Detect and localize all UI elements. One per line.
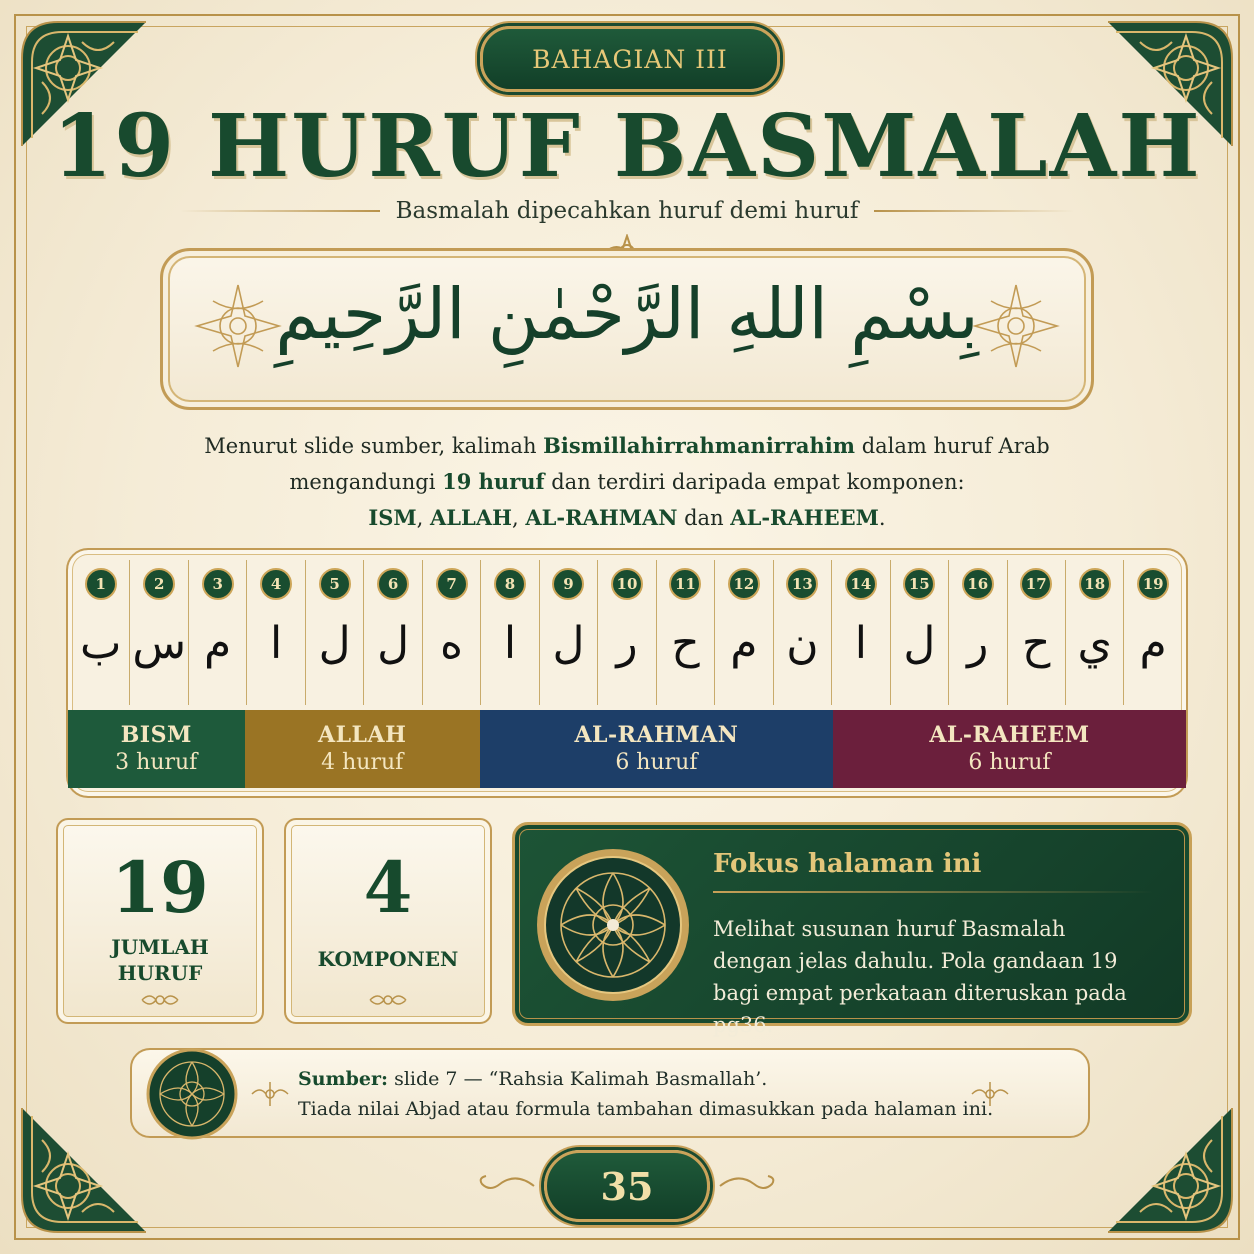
source-line: Tiada nilai Abjad atau formula tambahan dimasukkan pada halaman ini. <box>298 1098 994 1120</box>
desc-text: dan <box>677 506 731 530</box>
arabic-letter: م <box>204 618 232 669</box>
arabic-letter: ا <box>854 618 867 669</box>
stat-components <box>284 818 492 1024</box>
desc-text: dan terdiri daripada empat komponen: <box>544 470 965 494</box>
description <box>150 428 1104 536</box>
page-subtitle: Basmalah dipecahkan huruf demi huruf <box>395 198 859 224</box>
letter-number: 6 <box>377 568 409 600</box>
arabic-letter: ب <box>80 618 122 669</box>
letter-number: 18 <box>1079 568 1111 600</box>
floral-ornament-icon <box>971 281 1061 371</box>
components-row <box>68 710 1186 788</box>
arabic-letter: ا <box>270 618 283 669</box>
rosette-medallion-icon <box>142 1044 242 1144</box>
desc-text: Menurut slide sumber, kalimah <box>204 434 544 458</box>
source-label: Sumber: <box>298 1068 389 1090</box>
arabic-letter: ح <box>1022 618 1051 669</box>
letter-cell <box>891 560 949 705</box>
divider <box>874 210 1074 212</box>
letter-cell <box>364 560 422 705</box>
component-count: 6 huruf <box>615 750 698 775</box>
focus-line: Melihat susunan huruf Basmalah <box>713 917 1066 941</box>
arabic-letter: ن <box>786 618 819 669</box>
letter-number: 15 <box>903 568 935 600</box>
component-name: ALLAH <box>318 722 407 748</box>
letter-number: 3 <box>202 568 234 600</box>
letter-number: 9 <box>552 568 584 600</box>
ornament-icon <box>140 990 180 1010</box>
arabic-letter: ر <box>967 618 989 669</box>
letter-number: 13 <box>786 568 818 600</box>
arabic-letter: ل <box>903 618 936 669</box>
component-count: 3 huruf <box>115 750 198 775</box>
letter-number: 2 <box>143 568 175 600</box>
component-count: 4 huruf <box>321 750 404 775</box>
source-line: slide 7 — “Rahsia Kalimah Basmallah’. <box>388 1068 768 1090</box>
letter-cell <box>832 560 890 705</box>
letter-number: 12 <box>728 568 760 600</box>
component-ism: ISM <box>368 505 417 530</box>
desc-emphasis: 19 huruf <box>442 469 545 494</box>
letter-cell <box>1008 560 1066 705</box>
letter-cell <box>774 560 832 705</box>
letter-cell <box>72 560 130 705</box>
desc-text: , <box>511 506 526 530</box>
component-bar <box>833 710 1186 788</box>
letter-cell <box>481 560 539 705</box>
focus-line: bagi empat perkataan diteruskan pada pg36. <box>713 981 1127 1037</box>
desc-text: dalam huruf Arab <box>855 434 1050 458</box>
page-title: 19 HURUF BASMALAH <box>52 96 1202 197</box>
arabic-letter: ه <box>440 618 464 669</box>
corner-ornament <box>1104 1104 1236 1236</box>
arabic-letter: م <box>730 618 758 669</box>
component-name: AL-RAHMAN <box>574 722 739 748</box>
focus-panel <box>512 822 1192 1037</box>
stat-components-label: KOMPONEN <box>317 947 459 971</box>
arabic-letter: ي <box>1077 618 1112 669</box>
arabic-letter: ل <box>552 618 585 669</box>
letter-cell <box>657 560 715 705</box>
component-bar <box>68 710 245 788</box>
swirl-ornament-icon <box>476 1170 536 1202</box>
letter-cell <box>423 560 481 705</box>
desc-text: . <box>878 506 886 530</box>
arabic-letter: ل <box>377 618 410 669</box>
desc-text: mengandungi <box>289 470 443 494</box>
letter-cell <box>598 560 656 705</box>
letter-number: 7 <box>436 568 468 600</box>
letter-cell <box>715 560 773 705</box>
letter-cell <box>247 560 305 705</box>
desc-text: , <box>416 506 430 530</box>
stat-letters-label: HURUF <box>117 961 203 985</box>
stat-letters <box>56 818 264 1024</box>
letter-number: 16 <box>962 568 994 600</box>
focus-title: Fokus halaman ini <box>713 849 982 879</box>
letter-cell <box>540 560 598 705</box>
letter-number: 11 <box>669 568 701 600</box>
ornament-icon <box>970 1082 1010 1106</box>
letter-cell <box>130 560 188 705</box>
source-text <box>298 1064 993 1124</box>
ornament-icon <box>368 990 408 1010</box>
component-rahman: AL-RAHMAN <box>525 505 678 530</box>
letter-cell <box>1066 560 1124 705</box>
letter-number: 17 <box>1020 568 1052 600</box>
desc-emphasis: Bismillahirrahmanirrahim <box>543 433 856 458</box>
focus-body <box>713 913 1183 1041</box>
swirl-ornament-icon <box>718 1170 778 1202</box>
letter-number: 1 <box>85 568 117 600</box>
component-bar <box>480 710 833 788</box>
letters-row <box>72 560 1182 705</box>
divider <box>713 891 1153 893</box>
page-number: 35 <box>544 1150 710 1222</box>
letter-cell <box>1124 560 1181 705</box>
letter-number: 8 <box>494 568 526 600</box>
arabic-letter: س <box>132 618 187 669</box>
arabic-letter: ر <box>616 618 638 669</box>
basmalah-arabic: بِسْمِ اللهِ الرَّحْمٰنِ الرَّحِيمِ <box>275 273 979 355</box>
stat-letters-value: 19 <box>111 846 209 929</box>
letter-cell <box>189 560 247 705</box>
letter-cell <box>949 560 1007 705</box>
arabic-letter: ل <box>318 618 351 669</box>
rosette-medallion-icon <box>533 845 693 1005</box>
component-raheem: AL-RAHEEM <box>730 505 879 530</box>
section-badge: BAHAGIAN III <box>480 26 780 92</box>
letter-number: 5 <box>319 568 351 600</box>
component-allah: ALLAH <box>430 505 512 530</box>
subtitle-row <box>180 196 1074 226</box>
arabic-letter: ح <box>671 618 700 669</box>
component-name: BISM <box>120 722 192 748</box>
letter-number: 14 <box>845 568 877 600</box>
ornament-icon <box>250 1082 290 1106</box>
source-panel <box>130 1048 1090 1138</box>
letter-cell <box>306 560 364 705</box>
focus-line: dengan jelas dahulu. Pola gandaan 19 <box>713 949 1118 973</box>
component-bar <box>245 710 480 788</box>
component-count: 6 huruf <box>968 750 1051 775</box>
letter-number: 4 <box>260 568 292 600</box>
divider <box>180 210 380 212</box>
letter-number: 10 <box>611 568 643 600</box>
stat-letters-label: JUMLAH <box>111 935 209 959</box>
stat-components-value: 4 <box>363 846 413 929</box>
basmalah-panel <box>160 248 1094 410</box>
arabic-letter: م <box>1139 618 1167 669</box>
letter-number: 19 <box>1137 568 1169 600</box>
component-name: AL-RAHEEM <box>929 722 1090 748</box>
arabic-letter: ا <box>503 618 517 669</box>
